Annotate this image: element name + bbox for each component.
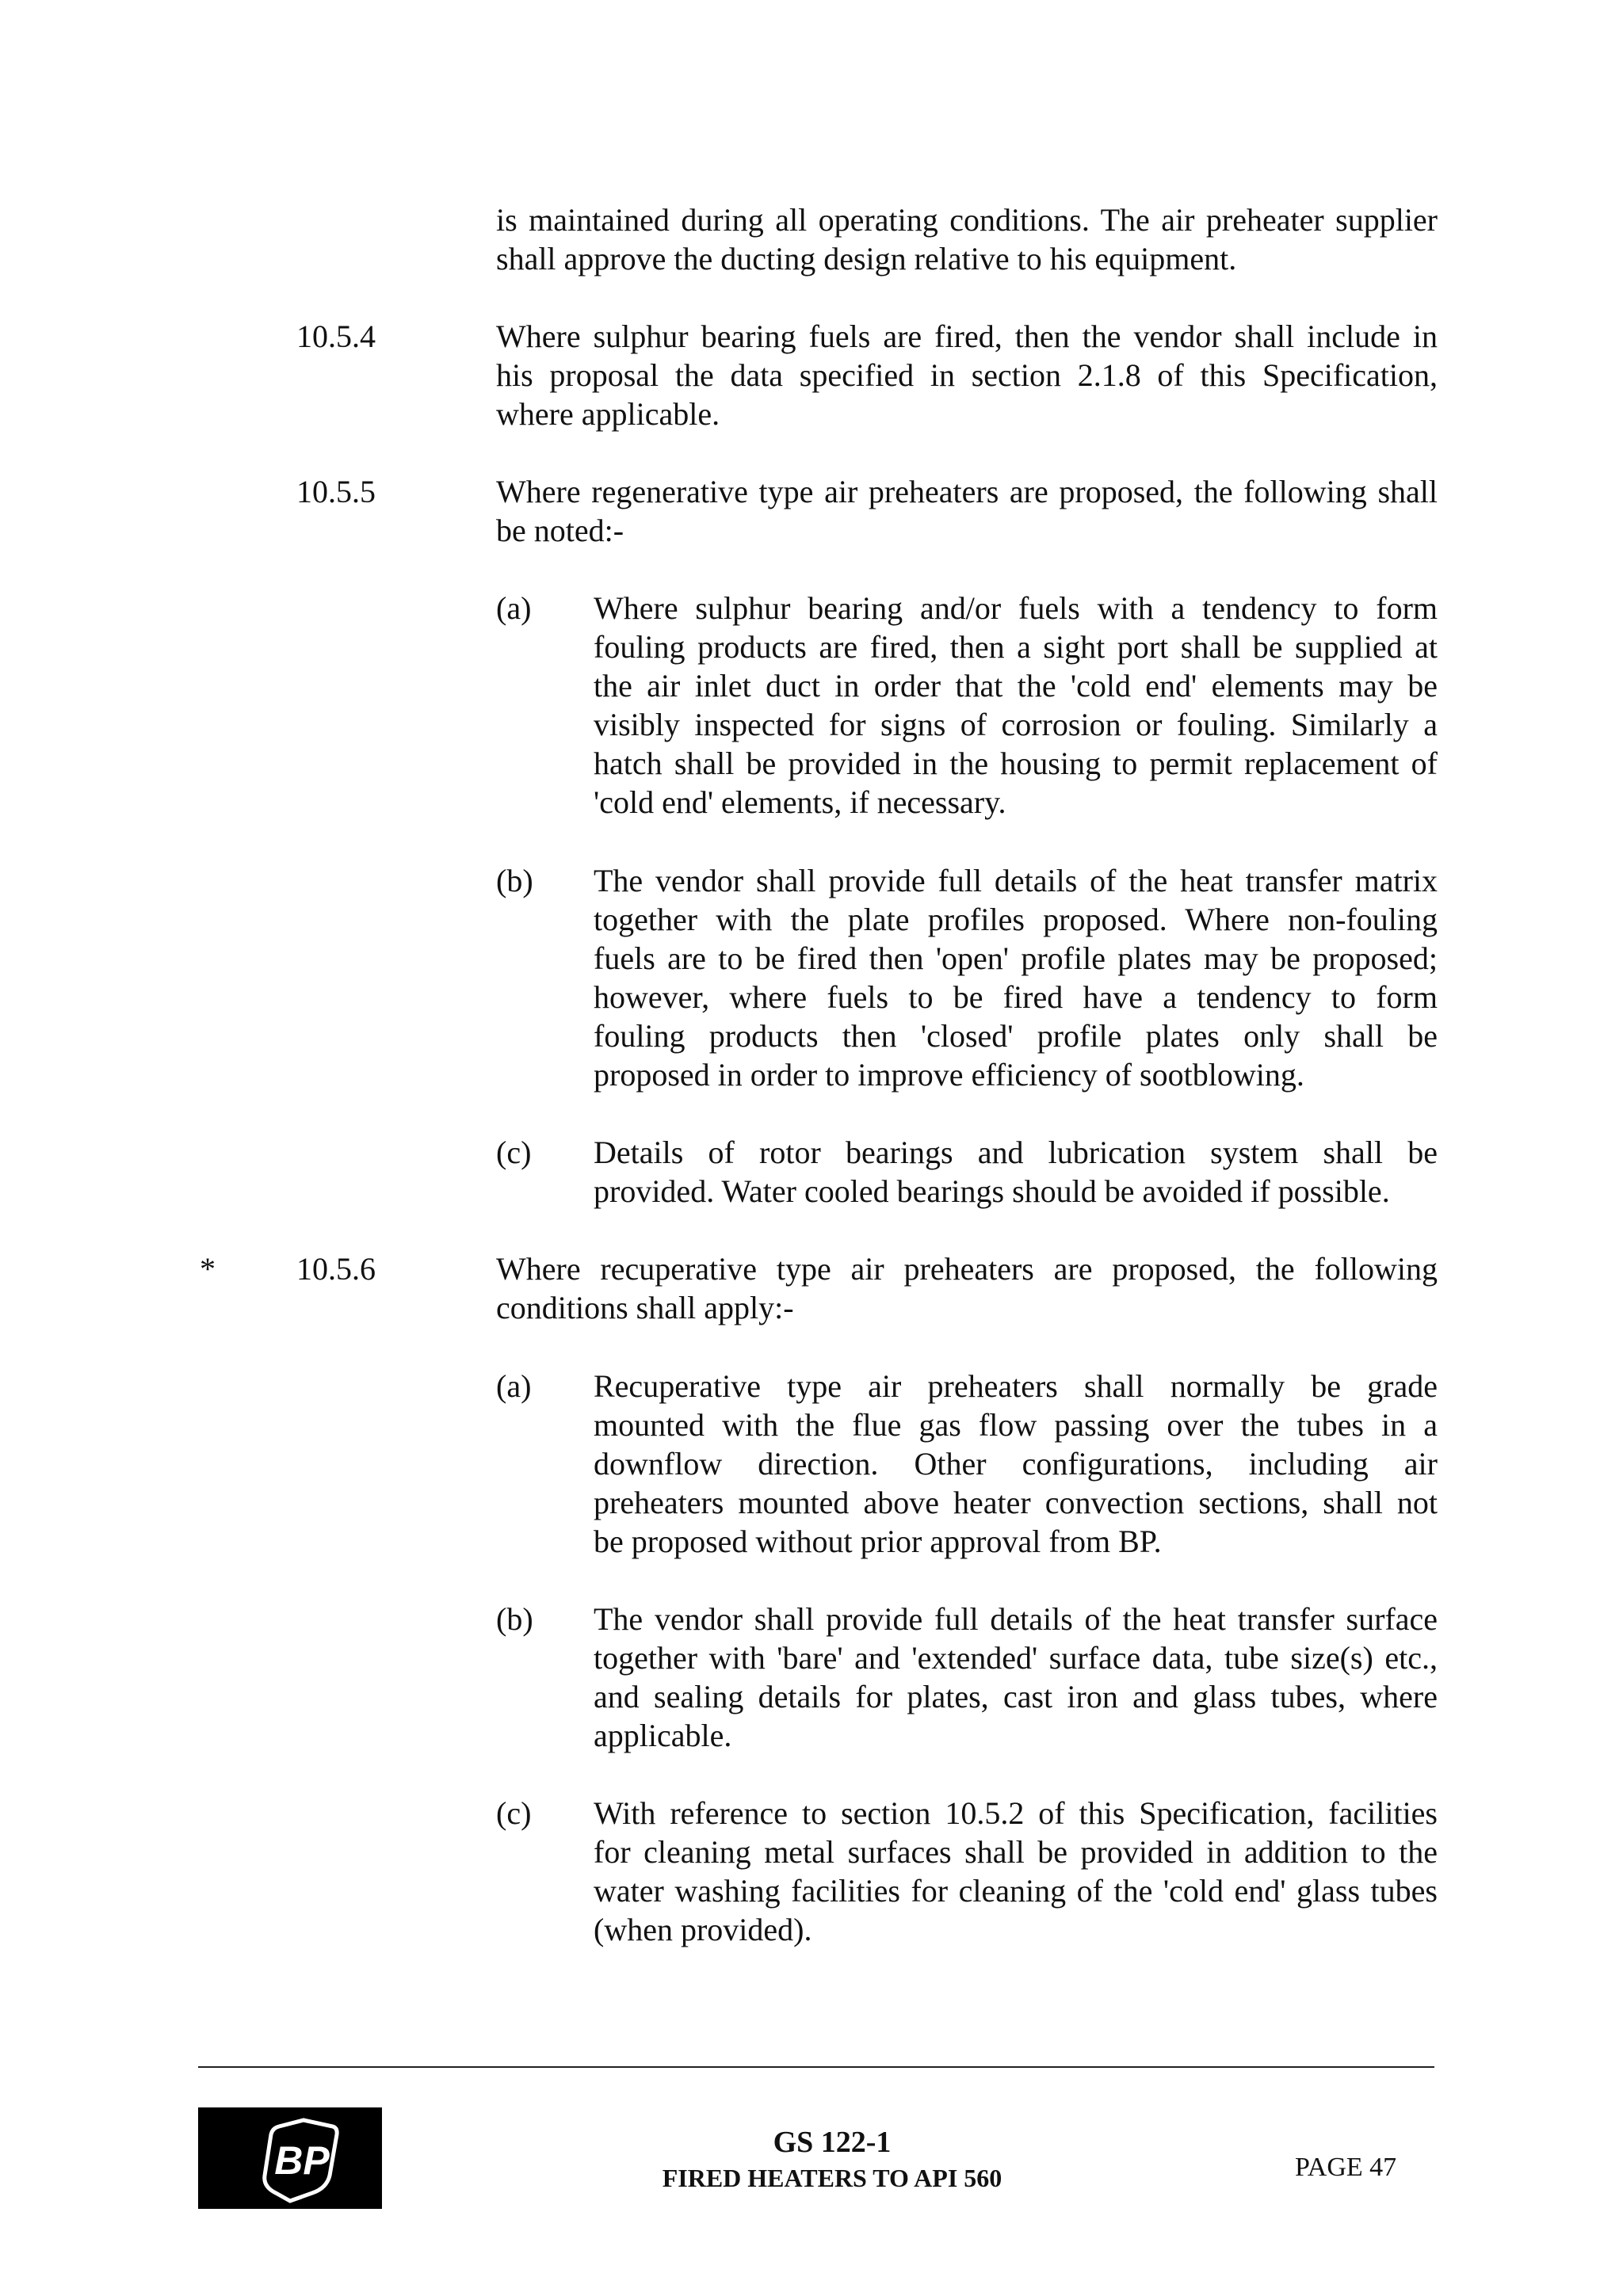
bp-logo (198, 2107, 382, 2209)
doc-title: FIRED HEATERS TO API 560 (662, 2164, 1002, 2192)
body-line: Where sulphur bearing and/or fuels with a tendency to form (594, 590, 1438, 626)
body-line: is maintained during all operating conditions. The air preheater supplier (496, 202, 1438, 238)
body-line: The vendor shall provide full details of the heat transfer surface (594, 1601, 1438, 1637)
body-line: The vendor shall provide full details of the heat transfer matrix (594, 863, 1438, 898)
bp-logo-text: BP (274, 2138, 330, 2183)
body-line: fuels are to be fired then 'open' profile plates may be proposed; (594, 940, 1438, 976)
body-line: proposed in order to improve efficiency of sootblowing. (594, 1057, 1304, 1093)
item-label: (b) (496, 1601, 533, 1637)
body-line: downflow direction. Other configurations, including air (594, 1446, 1438, 1482)
body-line: however, where fuels to be fired have a tendency to form (594, 979, 1438, 1015)
section-number: 10.5.6 (296, 1251, 376, 1287)
item-label: (b) (496, 863, 533, 898)
body-line: be proposed without prior approval from BP. (594, 1524, 1162, 1559)
body-line: (when provided). (594, 1912, 812, 1947)
body-line: 'cold end' elements, if necessary. (594, 784, 1006, 820)
body-line: together with the plate profiles proposed. Where non-fouling (594, 902, 1438, 937)
body-line: where applicable. (496, 396, 720, 432)
body-line: mounted with the flue gas flow passing over the tubes in a (594, 1407, 1438, 1443)
item-label: (a) (496, 1368, 532, 1404)
body-line: applicable. (594, 1718, 732, 1753)
body-line: With reference to section 10.5.2 of this Specification, facilities (594, 1795, 1438, 1831)
body-line: be noted:- (496, 513, 624, 548)
revision-marker: * (200, 1251, 216, 1287)
item-label: (c) (496, 1135, 532, 1170)
body-line: water washing facilities for cleaning of the 'cold end' glass tubes (594, 1873, 1438, 1909)
body-line: together with 'bare' and 'extended' surface data, tube size(s) etc., (594, 1640, 1438, 1676)
body-line: fouling products then 'closed' profile plates only shall be (594, 1018, 1438, 1054)
body-line: shall approve the ducting design relative to his equipment. (496, 241, 1237, 277)
doc-code: GS 122-1 (773, 2126, 892, 2159)
body-line: Where regenerative type air preheaters are proposed, the following shall (496, 474, 1438, 509)
page-number: PAGE 47 (1295, 2153, 1397, 2182)
body-line: fouling products are fired, then a sight port shall be supplied at (594, 629, 1438, 665)
body-line: Recuperative type air preheaters shall normally be grade (594, 1368, 1438, 1404)
section-number: 10.5.4 (296, 318, 376, 354)
body-line: visibly inspected for signs of corrosion or fouling. Similarly a (594, 707, 1438, 742)
body-line: and sealing details for plates, cast iron and glass tubes, where (594, 1679, 1438, 1714)
bp-shield-icon (198, 2107, 382, 2209)
footer-rule (198, 2066, 1434, 2068)
body-line: provided. Water cooled bearings should be avoided if possible. (594, 1173, 1390, 1209)
body-line: Where sulphur bearing fuels are fired, then the vendor shall include in (496, 318, 1438, 354)
item-label: (c) (496, 1795, 532, 1831)
body-line: for cleaning metal surfaces shall be provided in addition to the (594, 1834, 1438, 1870)
body-line: Details of rotor bearings and lubrication system shall be (594, 1135, 1438, 1170)
item-label: (a) (496, 590, 532, 626)
body-line: hatch shall be provided in the housing to permit replacement of (594, 746, 1438, 781)
body-line: conditions shall apply:- (496, 1290, 794, 1325)
body-line: the air inlet duct in order that the 'cold end' elements may be (594, 668, 1438, 704)
body-line: preheaters mounted above heater convection sections, shall not (594, 1485, 1438, 1520)
section-number: 10.5.5 (296, 474, 376, 509)
body-line: his proposal the data specified in section 2.1.8 of this Specification, (496, 357, 1438, 393)
body-line: Where recuperative type air preheaters are proposed, the following (496, 1251, 1438, 1287)
